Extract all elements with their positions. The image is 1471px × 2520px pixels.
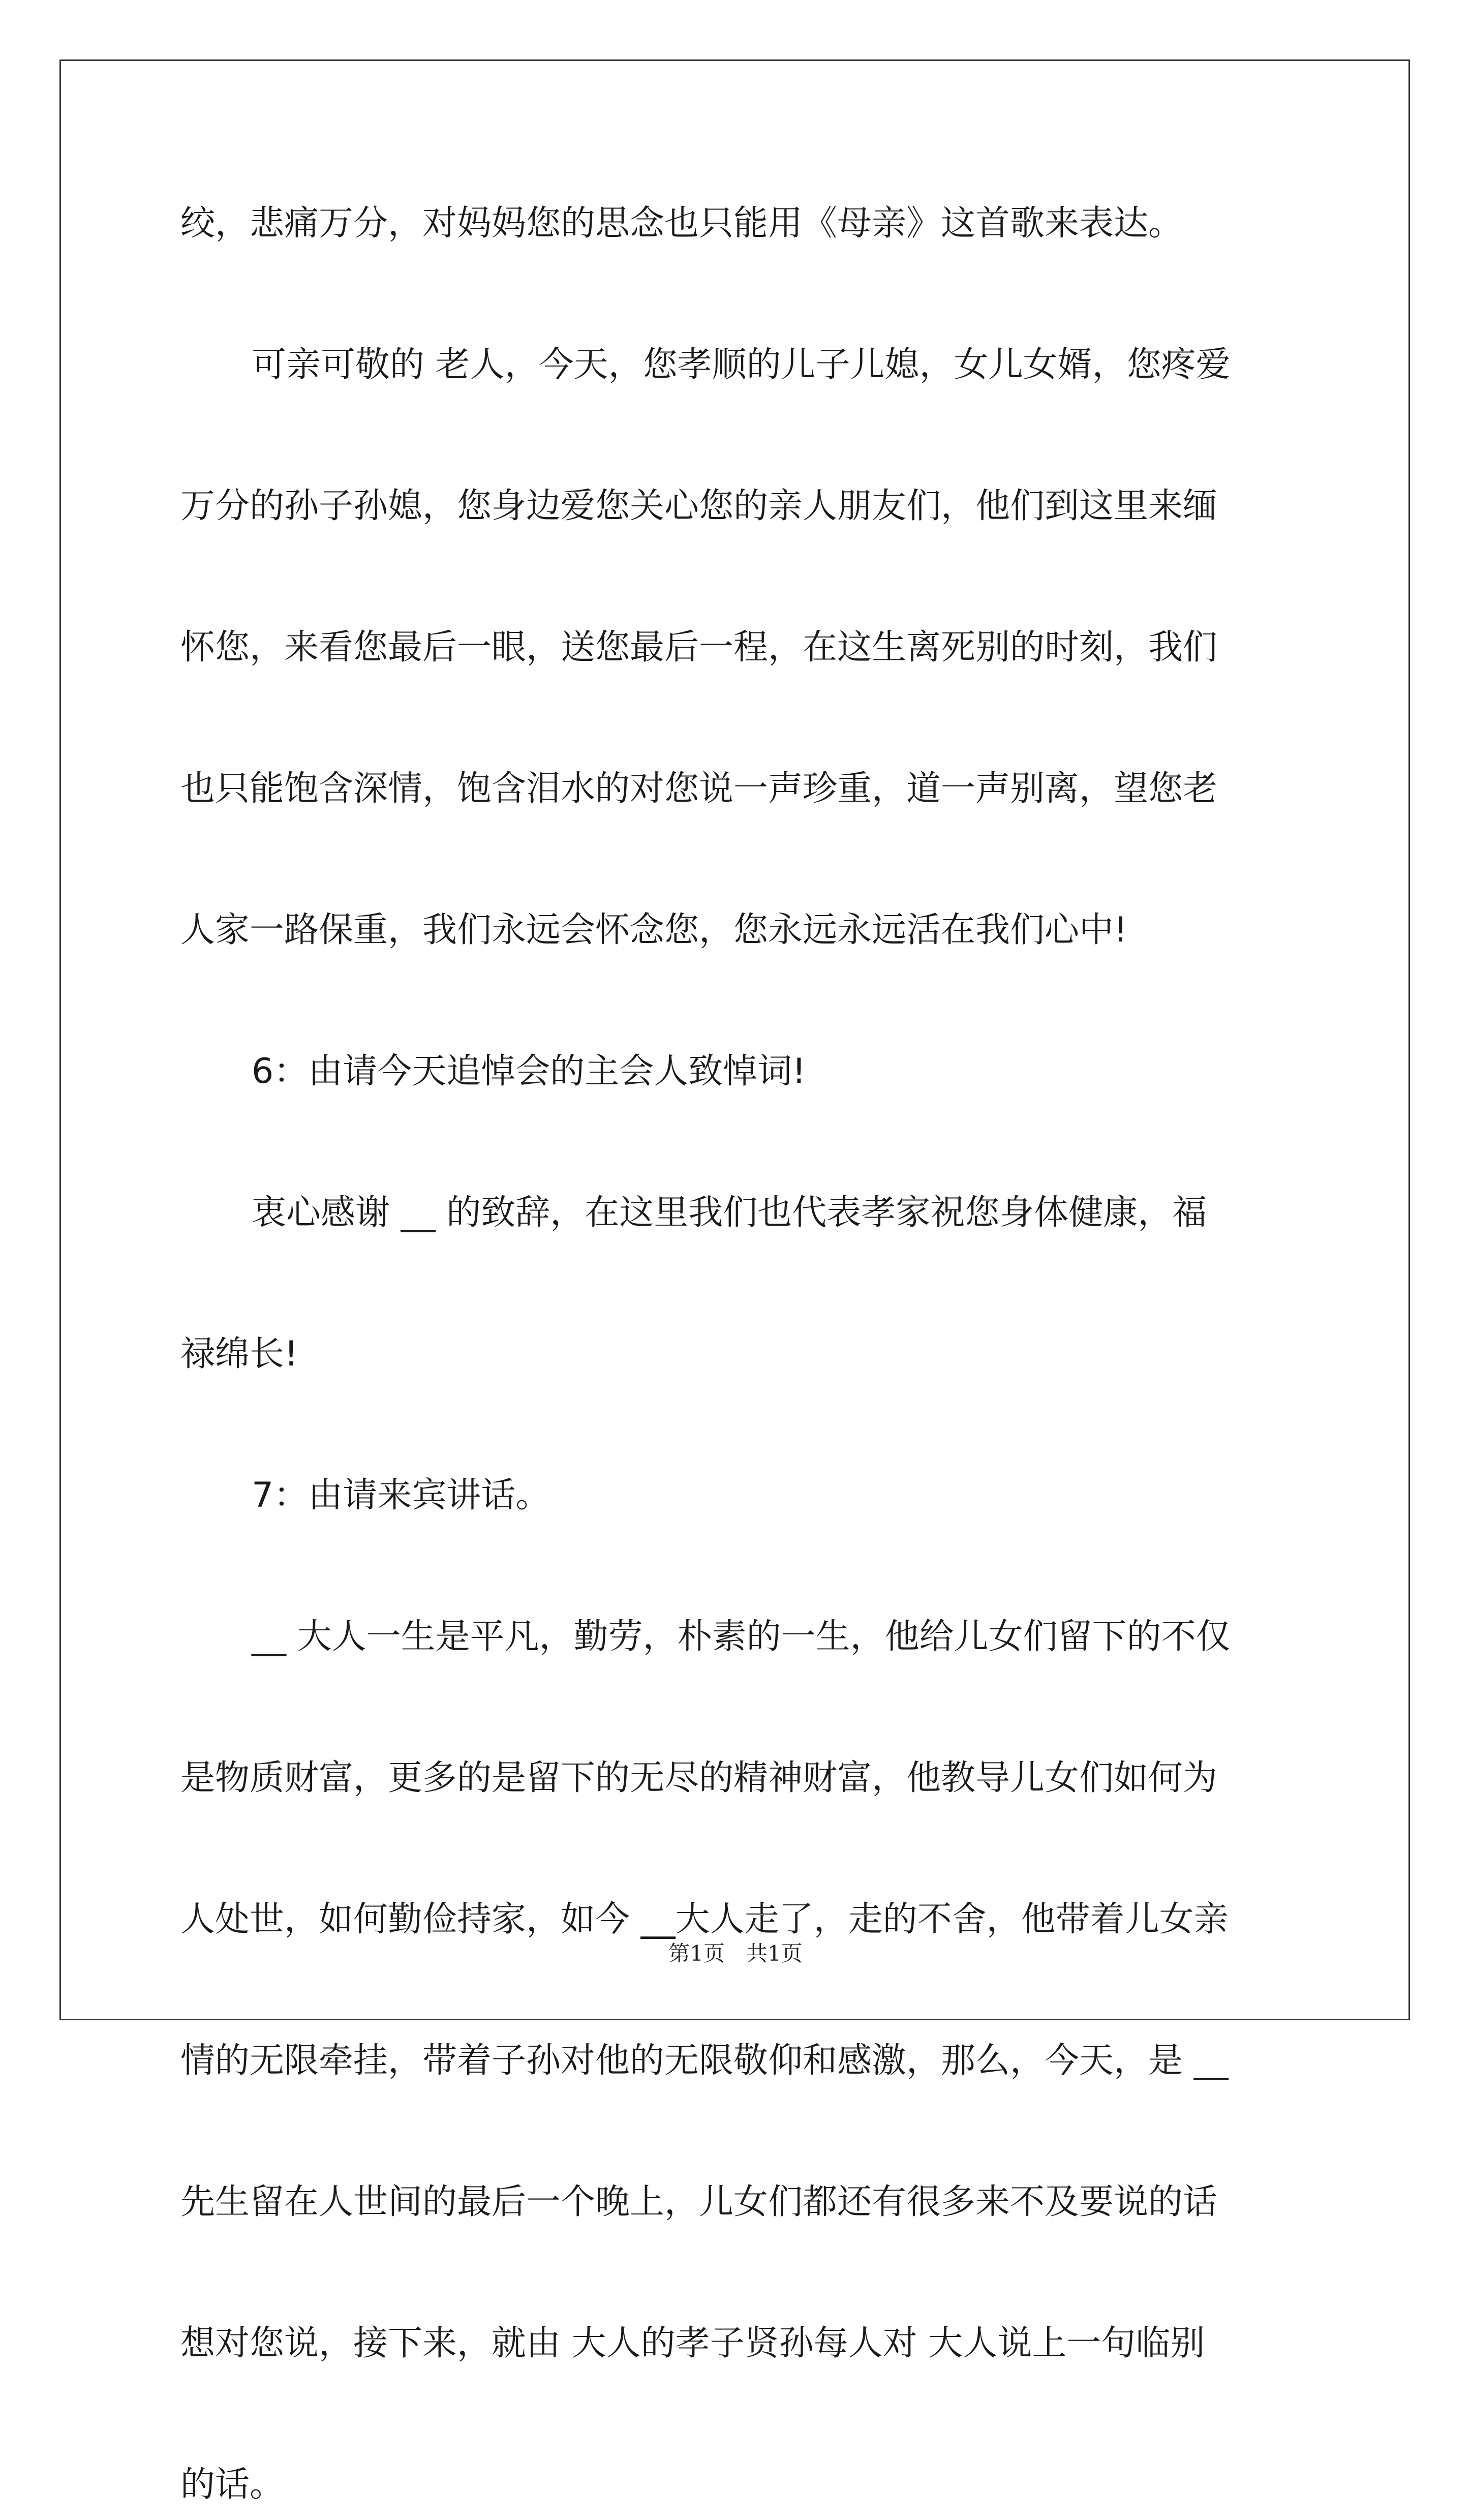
text-line: 6：由请今天追悼会的主会人致悼词!: [252, 1051, 806, 1091]
page-number-footer: 第1页 共1页: [668, 1941, 803, 1966]
paragraph-gap: [180, 2379, 1304, 2449]
paragraph-gap: [180, 824, 1304, 895]
paragraph-gap: [180, 1813, 1304, 1884]
paragraph-gap: [180, 1531, 1304, 1601]
paragraph-gap: [180, 1672, 1304, 1743]
text-line: 绞，悲痛万分，对妈妈您的思念也只能用《母亲》这首歌来表达。: [180, 203, 1183, 244]
text-line: 是物质财富，更多的是留下的无尽的精神财富，他教导儿女们如何为: [180, 1758, 1218, 1798]
paragraph-gap: [180, 683, 1304, 753]
text-line: 想对您说，接下来，就由 大人的孝子贤孙每人对 大人说上一句临别: [180, 2323, 1205, 2363]
paragraph-gap: [180, 400, 1304, 471]
text-line: 人处世，如何勤俭持家，如今 __大人走了，走的不舍，他带着儿女亲: [180, 1899, 1229, 1939]
text-line: 7：由请来宾讲话。: [252, 1475, 550, 1515]
text-line: 的话。: [180, 2465, 285, 2505]
text-line: 万分的孙子孙媳，您身边爱您关心您的亲人朋友们，他们到这里来缅: [180, 486, 1218, 526]
text-line: 禄绵长!: [180, 1334, 298, 1374]
text-line: 怀您，来看您最后一眼，送您最后一程，在这生离死别的时刻，我们: [180, 627, 1218, 667]
text-line: 衷心感谢 __ 的致辞，在这里我们也代表孝家祝您身体健康，福: [252, 1193, 1207, 1233]
text-line: 人家一路保重，我们永远会怀念您，您永远永远活在我们心中!: [180, 910, 1128, 950]
document-body: [180, 188, 1304, 2520]
text-line: 情的无限牵挂，带着子孙对他的无限敬仰和感激，那么，今天，是 __: [180, 2041, 1229, 2081]
paragraph-gap: [180, 1248, 1304, 1319]
paragraph-gap: [180, 2237, 1304, 2308]
text-line: 先生留在人世间的最后一个晚上，儿女们都还有很多来不及要说的话: [180, 2182, 1218, 2222]
text-line: __ 大人一生是平凡，勤劳，朴素的一生，他给儿女们留下的不仅: [252, 1617, 1231, 1657]
paragraph-gap: [180, 2096, 1304, 2167]
paragraph-gap: [180, 965, 1304, 1036]
paragraph-gap: [180, 1107, 1304, 1177]
text-line: 可亲可敬的 老人，今天，您孝顺的儿子儿媳，女儿女婿，您疼爱: [252, 345, 1231, 385]
paragraph-gap: [180, 541, 1304, 612]
paragraph-gap: [180, 1389, 1304, 1460]
paragraph-gap: [180, 259, 1304, 329]
text-line: 也只能饱含深情，饱含泪水的对您说一声珍重，道一声别离，望您老: [180, 769, 1218, 809]
